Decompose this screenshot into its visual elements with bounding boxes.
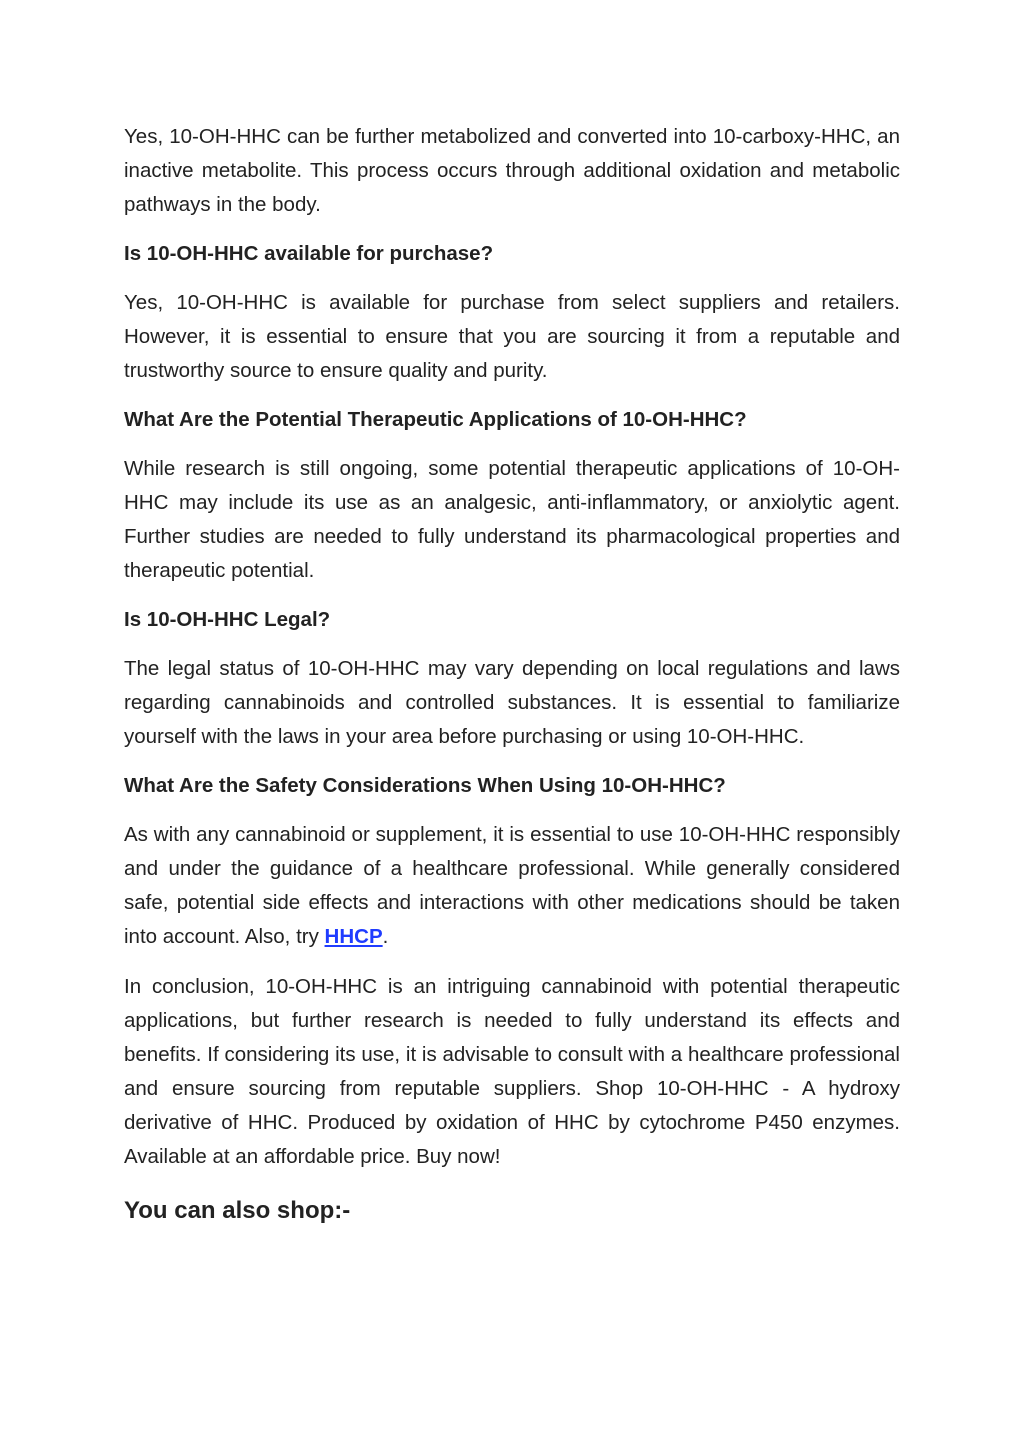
- answer-safety: [124, 818, 900, 954]
- conclusion-paragraph: In conclusion, 10-OH-HHC is an intriguing cannabinoid with potential therapeutic applications, but further research is needed to fully understand its effects and benefits. If considering its use, it is advisable to consult with a healthcare professional and ensure sourcing from reputable suppliers. Shop 10-OH-HHC - A hydroxy derivative of HHC. Produced by oxidation of HHC by cytochrome P450 enzymes. Available at an affordable price. Buy now!: [124, 975, 900, 1168]
- answer-therapeutic-applications: While research is still ongoing, some potential therapeutic applications of 10-OH-HHC may include its use as an analgesic, anti-inflammatory, or anxiolytic agent. Further studies are needed to fully understand its pharmacological properties and therapeutic potential.: [124, 457, 900, 582]
- answer-safety-text: As with any cannabinoid or supplement, it is essential to use 10-OH-HHC responsibly and under the guidance of a healthcare professional. While generally considered safe, potential side effects and interactions with other medications should be taken into account. Also, try: [124, 823, 900, 948]
- answer-availability: Yes, 10-OH-HHC is available for purchase from select suppliers and retailers. However, it is essential to ensure that you are sourcing it from a reputable and trustworthy source to ensure quality and purity.: [124, 291, 900, 382]
- question-therapeutic-applications: What Are the Potential Therapeutic Applications of 10-OH-HHC?: [124, 408, 747, 431]
- answer-safety-end: .: [382, 925, 389, 948]
- document-page: [124, 120, 900, 1227]
- paragraph-metabolism: Yes, 10-OH-HHC can be further metabolized and converted into 10-carboxy-HHC, an inactive metabolite. This process occurs through additional oxidation and metabolic pathways in the body.: [124, 125, 900, 216]
- question-safety: What Are the Safety Considerations When Using 10-OH-HHC?: [124, 774, 726, 797]
- question-availability: Is 10-OH-HHC available for purchase?: [124, 242, 494, 265]
- shop-heading: You can also shop:-: [124, 1197, 351, 1224]
- answer-legal: The legal status of 10-OH-HHC may vary depending on local regulations and laws regarding cannabinoids and controlled substances. It is essential to familiarize yourself with the laws in your area before purchasing or using 10-OH-HHC.: [124, 657, 900, 748]
- hhcp-link[interactable]: HHCP: [324, 925, 383, 948]
- question-legal: Is 10-OH-HHC Legal?: [124, 608, 331, 631]
